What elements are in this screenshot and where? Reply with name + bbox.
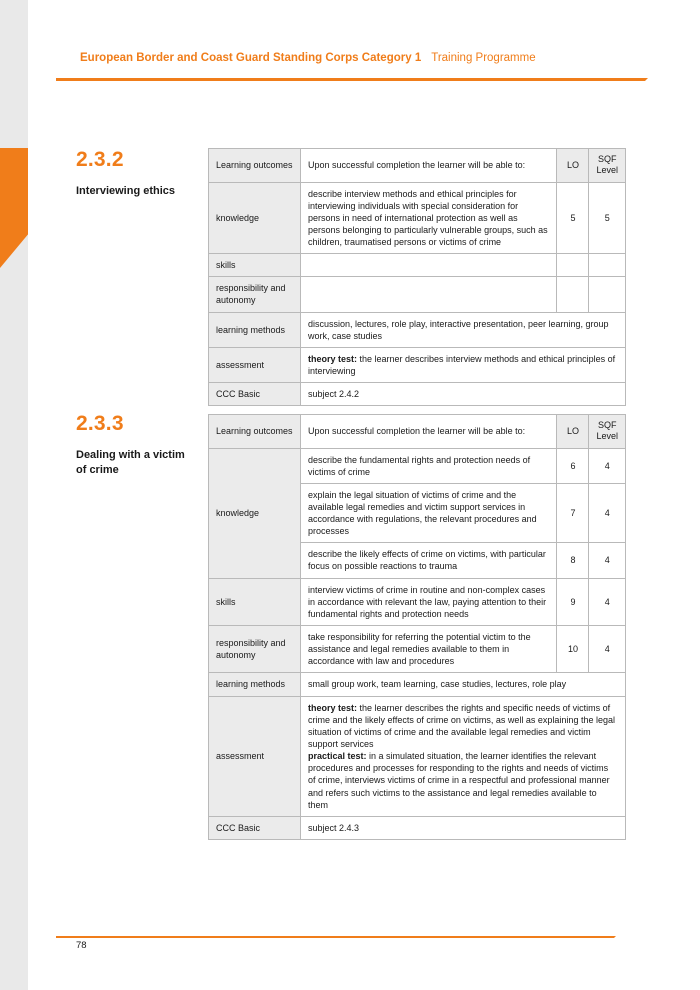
row-lo (557, 277, 589, 312)
page-header (56, 42, 670, 82)
table-row-learning-methods (209, 312, 626, 347)
row-label-responsibility: responsibility and autonomy (209, 626, 301, 673)
header-sqf: SQF Level (589, 415, 626, 449)
row-sqf: 4 (589, 448, 626, 483)
row-text (301, 277, 557, 312)
row-text-assessment (301, 347, 626, 382)
row-label-learning-methods: learning methods (209, 673, 301, 696)
row-lo: 10 (557, 626, 589, 673)
row-sqf (589, 254, 626, 277)
row-lo: 9 (557, 578, 589, 625)
row-text-assessment (301, 696, 626, 816)
header-rule (56, 78, 616, 81)
header-title (80, 52, 536, 64)
header-lo: LO (557, 415, 589, 449)
table-row-assessment (209, 347, 626, 382)
learning-outcomes-table-233 (208, 414, 626, 840)
row-lo: 7 (557, 483, 589, 543)
header-lo: LO (557, 149, 589, 183)
row-lo: 5 (557, 182, 589, 254)
table-row (209, 277, 626, 312)
assessment-part-label: practical test: (308, 751, 367, 762)
row-text: take responsibility for referring the potential victim to the assistance and legal remedies available to them in accordance with law and procedures (301, 626, 557, 673)
row-text-learning-methods: small group work, team learning, case studies, lectures, role play (301, 673, 626, 696)
row-label-ccc: CCC Basic (209, 816, 301, 839)
row-sqf: 4 (589, 626, 626, 673)
header-title-normal: Training Programme (431, 52, 536, 64)
row-lo (557, 254, 589, 277)
assessment-part-label: theory test: (308, 702, 358, 713)
table-row (209, 182, 626, 254)
row-text: interview victims of crime in routine and non-complex cases in accordance with relevant the law, paying attention to their fundamental rights and protection needs (301, 578, 557, 625)
row-label-assessment: assessment (209, 696, 301, 816)
footer-rule (56, 936, 296, 938)
header-sqf: SQF Level (589, 149, 626, 183)
row-lo: 6 (557, 448, 589, 483)
table-row (209, 626, 626, 673)
row-text: describe the fundamental rights and protection needs of victims of crime (301, 448, 557, 483)
table-row (209, 578, 626, 625)
learning-outcomes-table-232 (208, 148, 626, 406)
table-row-ccc (209, 816, 626, 839)
header-title-bold: European Border and Coast Guard Standing Corps Category 1 (80, 52, 422, 64)
row-text: describe the likely effects of crime on victims, with particular focus on possible reactions to trauma (301, 543, 557, 578)
section-number: 2.3.3 (76, 412, 124, 435)
table-row-assessment (209, 696, 626, 816)
table-row-ccc (209, 383, 626, 406)
row-text-learning-methods: discussion, lectures, role play, interactive presentation, peer learning, group work, case studies (301, 312, 626, 347)
row-label-knowledge: knowledge (209, 182, 301, 254)
section-number: 2.3.2 (76, 148, 124, 171)
table-row-learning-methods (209, 673, 626, 696)
row-sqf (589, 277, 626, 312)
table-header-row (209, 415, 626, 449)
assessment-part-text: the learner describes the rights and specific needs of victims of crime and the likely effects of crime on victims, as well as explaining the legal situation of victims of crime and the available legal remedies and victim support services (308, 702, 615, 750)
row-label-skills: skills (209, 578, 301, 625)
section-heading-232 (76, 148, 196, 199)
row-text: explain the legal situation of victims of crime and the available legal remedies and victim support services in accordance with regulations, the relevant procedures and processes (301, 483, 557, 543)
row-label-assessment: assessment (209, 347, 301, 382)
assessment-part-label: theory test: (308, 353, 358, 364)
row-lo: 8 (557, 543, 589, 578)
row-label-skills: skills (209, 254, 301, 277)
table-row (209, 254, 626, 277)
row-sqf: 4 (589, 483, 626, 543)
section-title: Interviewing ethics (76, 185, 176, 197)
header-label: Learning outcomes (209, 415, 301, 449)
page-number: 78 (76, 940, 87, 951)
row-text: describe interview methods and ethical principles for interviewing individuals with special consideration for persons in need of international protection as well as persons belonging to particularly vulnerable groups, such as children, traumatised persons or victims of crime (301, 182, 557, 254)
row-label-ccc: CCC Basic (209, 383, 301, 406)
table-row (209, 448, 626, 483)
row-text-ccc: subject 2.4.3 (301, 816, 626, 839)
section-title: Dealing with a victim of crime (76, 449, 185, 476)
assessment-part-text: the learner describes interview methods and ethical principles of interviewing (308, 353, 616, 377)
row-label-knowledge: knowledge (209, 448, 301, 578)
row-label-responsibility: responsibility and autonomy (209, 277, 301, 312)
header-statement: Upon successful completion the learner will be able to: (301, 149, 557, 183)
row-label-learning-methods: learning methods (209, 312, 301, 347)
header-statement: Upon successful completion the learner will be able to: (301, 415, 557, 449)
row-sqf: 5 (589, 182, 626, 254)
section-heading-233 (76, 412, 196, 478)
row-text (301, 254, 557, 277)
header-label: Learning outcomes (209, 149, 301, 183)
row-text-ccc: subject 2.4.2 (301, 383, 626, 406)
row-sqf: 4 (589, 578, 626, 625)
assessment-part-text: in a simulated situation, the learner identifies the relevant procedures and processes for responding to the rights and needs of victims of crime, interviews victims of crime in a respectful and professional manner and refers such victims to the assistance and legal remedies available to them (308, 751, 610, 810)
row-sqf: 4 (589, 543, 626, 578)
table-header-row (209, 149, 626, 183)
